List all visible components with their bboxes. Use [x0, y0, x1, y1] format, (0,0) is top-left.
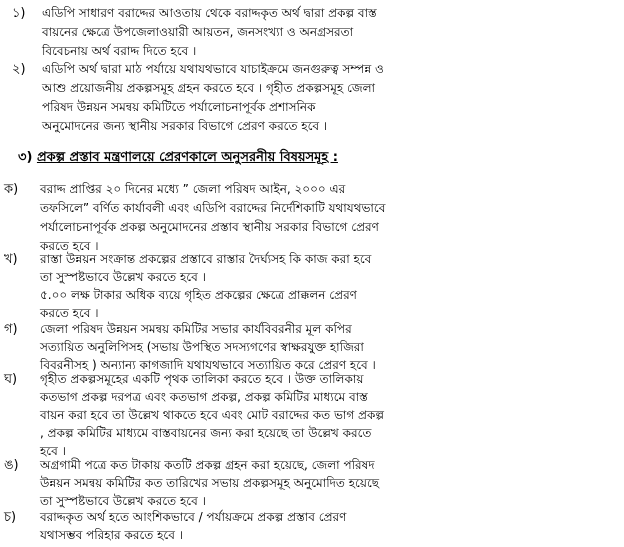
item-text-line: বিবরনীসহ ) অন্যান্য কাগজাদি যথাযথভাবে সত্যায়িত করে প্রেরণ হবে ।: [40, 358, 376, 372]
item-text-line: তফসিলে” বর্ণিত কার্যাবলী এবং এডিপি বরাদ্দের নির্দেশিকাটি যথাযথভাবে: [40, 201, 386, 215]
item-text-line: বিবেচনায় অর্থ বরাদ্দ দিতে হবে ।: [42, 44, 197, 58]
item-text-line: এডিপি সাধারণ বরাদ্দের আওতায় থেকে বরাদ্দকৃত অর্থ দ্বারা প্রকল্প বাস্ত: [42, 6, 377, 20]
section-title: প্রকল্প প্রস্তাব মন্ত্রণালয়ে প্রেরণকালে অনুসরনীয় বিষয়সমূহ :: [36, 150, 338, 165]
item-marker: ঘ): [4, 372, 18, 387]
item-text-line: রাস্তা উন্নয়ন সংক্রান্ত প্রকল্পের প্রস্তাবে রাস্তার দৈর্ঘ্যসহ কি কাজ করা হবে: [40, 252, 372, 266]
item-text-line: বায়নের ক্ষেত্রে উপজেলাওয়ারী আয়তন, জনসংখ্যা ও অনগ্রসরতা: [42, 25, 354, 39]
section-heading: [18, 148, 338, 167]
item-marker: খ): [4, 252, 18, 267]
item-text-line: , প্রকল্প কমিটির মাধ্যমে বাস্তবায়নের জন্য করা হয়েছে তা উল্লেখ করতে: [40, 426, 372, 440]
item-marker: ক): [4, 182, 19, 197]
item-marker: ঙ): [4, 458, 19, 473]
item-text-line: অগ্রগামী পত্রে কত টাকায় কতটি প্রকল্প গ্রহন করা হয়েছে, জেলা পরিষদ: [40, 458, 375, 472]
item-text-line: করতে হবে ।: [40, 306, 99, 320]
item-text-line: বরাদ্দ প্রাপ্তির ২০ দিনের মধ্যে ” জেলা পরিষদ আইন, ২০০০ এর: [40, 182, 346, 196]
item-text-line: আশু প্রয়োজনীয় প্রকল্পসমূহ গ্রহন করতে হবে । গৃহীত প্রকল্পসমূহ জেলা: [42, 81, 376, 95]
item-marker: ২): [12, 62, 26, 77]
item-marker: ১): [12, 6, 26, 21]
item-text-line: তা সুস্পষ্টভাবে উল্লেখ করতে হবে ।: [40, 270, 206, 284]
item-text-line: গৃহীত প্রকল্পসমূহের একটি পৃথক তালিকা করতে হবে । উক্ত তালিকায়: [40, 372, 364, 386]
item-text-line: অনুমোদনের জন্য স্থানীয় সরকার বিভাগে প্রেরণ করতে হবে ।: [42, 119, 328, 133]
item-text-line: বায়ন করা হবে তা উল্লেখ থাকতে হবে এবং মোট বরাদ্দের কত ভাগ প্রকল্প: [40, 408, 384, 422]
item-marker: চ): [4, 510, 17, 525]
item-text-line: জেলা পরিষদ উন্নয়ন সমন্বয় কমিটির সভার কার্যবিবরনীর মূল কপির: [40, 322, 352, 336]
item-text-line: তা সুস্পষ্টভাবে উল্লেখ করতে হবে ।: [40, 494, 206, 508]
item-text-line: এডিপি অর্থ দ্বারা মাঠ পর্যায়ে যথাযথভাবে যাচাইক্রমে জনগুরুত্ব সম্পন্ন ও: [42, 62, 384, 76]
item-text-line: উন্নয়ন সমন্বয় কমিটির কত তারিখের সভায় প্রকল্পসমূহ অনুমোদিত হয়েছে: [40, 476, 380, 490]
item-text-line: করতে হবে ।: [40, 239, 99, 253]
item-text-line: পর্যালোচনাপূর্বক প্রকল্প অনুমোদনের প্রস্তাব স্থানীয় সরকার বিভাগে প্রেরণ: [40, 220, 379, 234]
item-text-line: কতভাগ প্রকল্প দরপত্র এবং কতভাগ প্রকল্প, প্রকল্প কমিটির মাধ্যমে বাস্ত: [40, 390, 368, 404]
section-number: ৩): [18, 150, 33, 165]
item-text-line: সত্যায়িত অনুলিপিসহ (সভায় উপস্থিত সদস্যগণের স্বাক্ষরযুক্ত হাজিরা: [40, 340, 364, 354]
item-text-line: ৫.০০ লক্ষ টাকার অধিক ব্যয়ে গৃহিত প্রকল্পের ক্ষেত্রে প্রাক্কলন প্রেরণ: [40, 288, 357, 302]
item-text-line: যথাসম্ভব পরিহার করতে হবে ।: [40, 528, 183, 542]
item-text-line: হবে ।: [40, 444, 66, 458]
item-text-line: পরিষদ উন্নয়ন সমন্বয় কমিটিতে পর্যালোচনাপূর্বক প্রশাসনিক: [42, 100, 316, 114]
item-marker: গ): [4, 322, 18, 337]
item-text-line: বরাদ্দকৃত অর্থ হতে আংশিকভাবে / পর্যায়ক্রমে প্রকল্প প্রস্তাব প্রেরণ: [40, 510, 347, 524]
